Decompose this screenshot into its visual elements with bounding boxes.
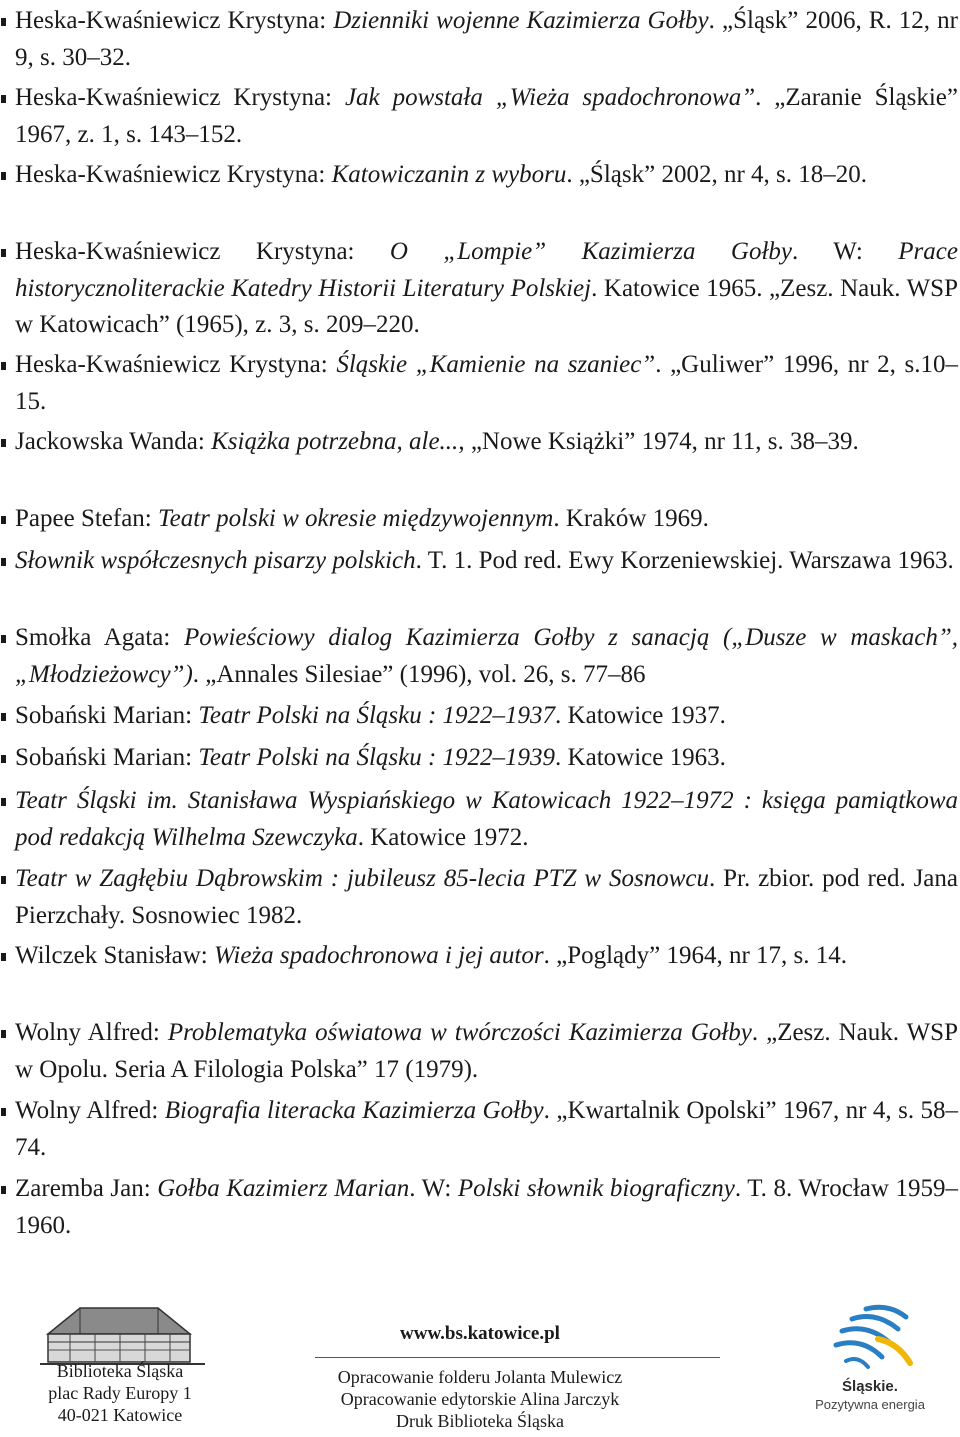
- library-name: Biblioteka Śląska: [56, 1361, 184, 1381]
- bullet-icon: [1, 713, 6, 721]
- slaskie-mark-icon: [828, 1303, 918, 1373]
- bullet-icon: [1, 635, 6, 643]
- bullet-icon: [1, 755, 6, 763]
- bullet-icon: [1, 439, 6, 447]
- bullet-icon: [1, 516, 6, 524]
- bullet-icon: [1, 18, 6, 26]
- bullet-icon: [1, 362, 6, 370]
- bibliography-entry: Słownik współczesnych pisarzy polskich. T. 1. Pod red. Ewy Korzeniewskiej. Warszawa 1963.: [0, 543, 958, 580]
- bullet-icon: [1, 1108, 6, 1116]
- bibliography-entry: Smołka Agata: Powieściowy dialog Kazimierza Gołby z sanacją („Dusze w maskach”, „Młodzieżowcy”). „Annales Silesiae” (1996), vol. 26, s. 77–86: [0, 620, 958, 693]
- bullet-icon: [1, 95, 6, 103]
- bullet-icon: [1, 1030, 6, 1038]
- bullet-icon: [1, 798, 6, 806]
- library-building-logo: [40, 1290, 210, 1370]
- bullet-icon: [1, 953, 6, 961]
- slaskie-logo: [800, 1303, 940, 1428]
- bibliography-entry: Teatr w Zagłębiu Dąbrowskim : jubileusz 85-lecia PTZ w Sosnowcu. Pr. zbior. pod red. Jana Pierzchały. Sosnowiec 1982.: [0, 861, 958, 934]
- library-address: [20, 1360, 220, 1426]
- credit-editor: Opracowanie edytorskie Alina Jarczyk: [340, 1389, 620, 1409]
- library-street: plac Rady Europy 1: [48, 1383, 192, 1403]
- library-city: 40-021 Katowice: [57, 1405, 183, 1425]
- bibliography-entry: Jackowska Wanda: Książka potrzebna, ale..., „Nowe Książki” 1974, nr 11, s. 38–39.: [0, 424, 958, 461]
- bullet-icon: [1, 558, 6, 566]
- bullet-icon: [1, 876, 6, 884]
- bibliography-entry: Heska-Kwaśniewicz Krystyna: Jak powstała „Wieża spadochronowa”. „Zaranie Śląskie” 1967, z. 1, s. 143–152.: [0, 80, 958, 153]
- bibliography-entry: Zaremba Jan: Gołba Kazimierz Marian. W: Polski słownik biograficzny. T. 8. Wrocław 1959–1960.: [0, 1171, 958, 1244]
- bullet-icon: [1, 249, 6, 257]
- divider: [315, 1357, 720, 1358]
- bibliography-entry: Wolny Alfred: Biografia literacka Kazimierza Gołby. „Kwartalnik Opolski” 1967, nr 4, s. 58–74.: [0, 1093, 958, 1166]
- website-link[interactable]: www.bs.katowice.pl: [400, 1323, 560, 1344]
- credits: [300, 1366, 660, 1432]
- bullet-icon: [1, 1186, 6, 1194]
- bullet-icon: [1, 172, 6, 180]
- bibliography-entry: Wolny Alfred: Problematyka oświatowa w twórczości Kazimierza Gołby. „Zesz. Nauk. WSP w Opolu. Seria A Filologia Polska” 17 (1979).: [0, 1015, 958, 1088]
- bibliography-entry: Heska-Kwaśniewicz Krystyna: Katowiczanin z wyboru. „Śląsk” 2002, nr 4, s. 18–20.: [0, 157, 958, 194]
- bibliography-entry: Wilczek Stanisław: Wieża spadochronowa i jej autor. „Poglądy” 1964, nr 17, s. 14.: [0, 938, 958, 975]
- bibliography-entry: Heska-Kwaśniewicz Krystyna: Śląskie „Kamienie na szaniec”. „Guliwer” 1996, nr 2, s.10–15.: [0, 347, 958, 420]
- credit-folder: Opracowanie folderu Jolanta Mulewicz: [337, 1367, 623, 1387]
- bibliography-entry: Sobański Marian: Teatr Polski na Śląsku : 1922–1937. Katowice 1937.: [0, 698, 958, 735]
- bibliography-entry: Teatr Śląski im. Stanisława Wyspiańskiego w Katowicach 1922–1972 : księga pamiątkowa pod redakcją Wilhelma Szewczyka. Katowice 1972.: [0, 783, 958, 856]
- bibliography-entry: Heska-Kwaśniewicz Krystyna: Dzienniki wojenne Kazimierza Gołby. „Śląsk” 2006, R. 12, nr 9, s. 30–32.: [0, 3, 958, 76]
- credit-print: Druk Biblioteka Śląska: [396, 1411, 564, 1431]
- bibliography-entry: Sobański Marian: Teatr Polski na Śląsku : 1922–1939. Katowice 1963.: [0, 740, 958, 777]
- bibliography-entry: Heska-Kwaśniewicz Krystyna: O „Lompie” Kazimierza Gołby. W: Prace historycznoliterackie Katedry Historii Literatury Polskiej. Katowice 1965. „Zesz. Nauk. WSP w Katowicach” (1965), z. 3, s. 209–220.: [0, 234, 958, 344]
- bibliography-entry: Papee Stefan: Teatr polski w okresie międzywojennym. Kraków 1969.: [0, 501, 958, 538]
- region-tagline: Pozytywna energia: [815, 1397, 925, 1412]
- region-name: Śląskie.: [842, 1378, 898, 1395]
